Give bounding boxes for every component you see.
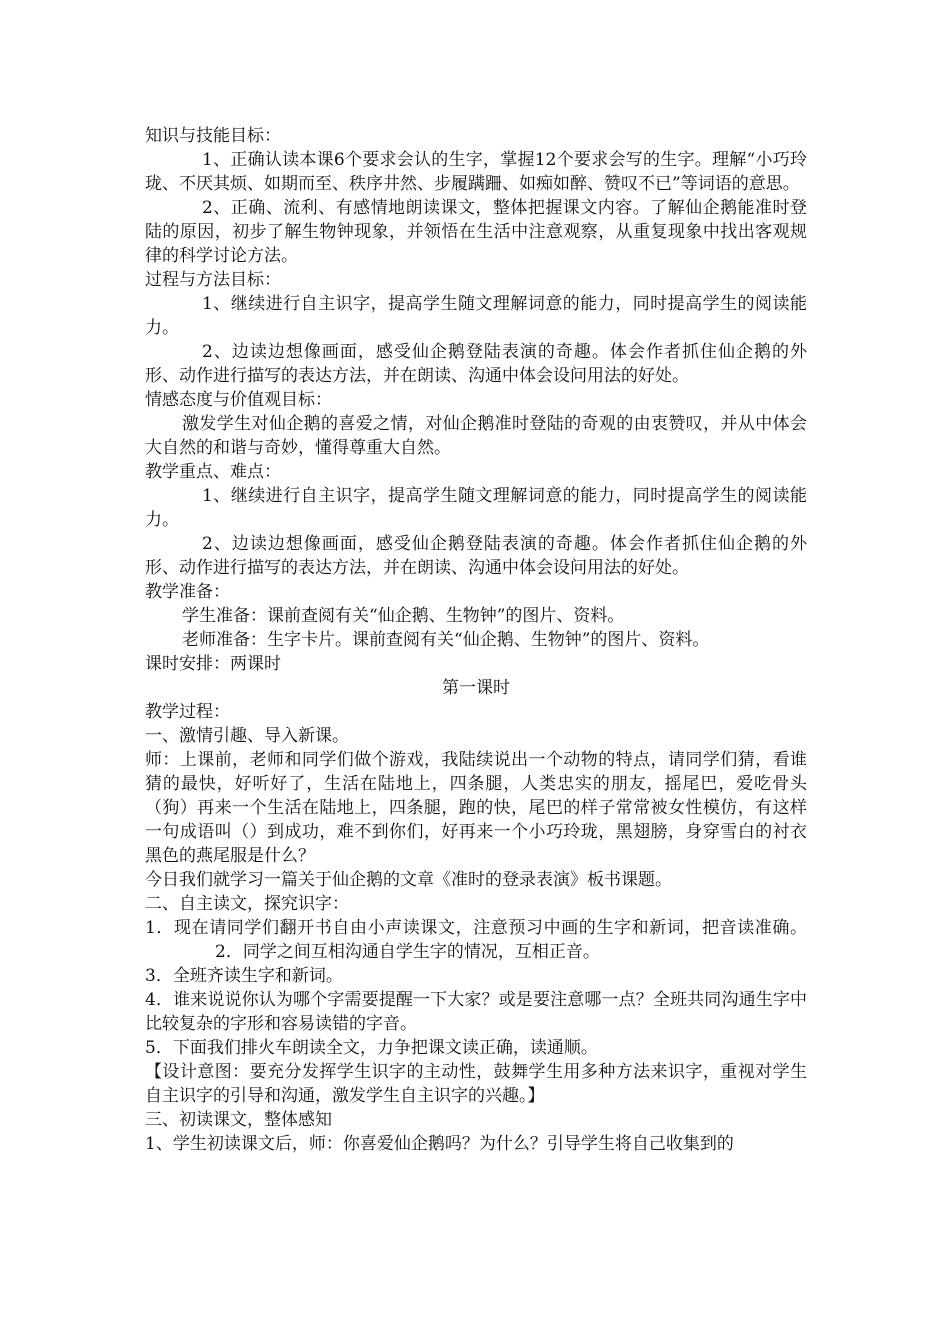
- section-1-text-2: 今日我们就学习一篇关于仙企鹅的文章《准时的登录表演》板书课题。: [145, 870, 672, 890]
- section-2-heading: 二、自主读文，探究识字：: [145, 894, 349, 914]
- emotion-item-1: 激发学生对仙企鹅的喜爱之情，对仙企鹅准时登陆的奇观的由衷赞叹，并从中体会大自然的和谐与奇妙，懂得尊重大自然。: [145, 414, 807, 458]
- prep-heading: 教学准备：: [145, 582, 230, 602]
- design-note: 【设计意图：要充分发挥学生识字的主动性，鼓舞学生用多种方法来识字，重视对学生自主识字的引导和沟通，激发学生自主识字的兴趣。】: [145, 1062, 807, 1106]
- section-2-item-3: 3．全班齐读生字和新词。: [145, 966, 343, 986]
- focus-heading: 教学重点、难点：: [145, 462, 281, 482]
- section-1-heading: 一、激情引趣、导入新课。: [145, 726, 349, 746]
- process-item-2: 2、边读边想像画面，感受仙企鹅登陆表演的奇趣。体会作者抓住仙企鹅的外形、动作进行描写的表达方法，并在朗读、沟通中体会设问用法的好处。: [145, 342, 807, 386]
- focus-item-2: 2、边读边想像画面，感受仙企鹅登陆表演的奇趣。体会作者抓住仙企鹅的外形、动作进行描写的表达方法，并在朗读、沟通中体会设问用法的好处。: [145, 534, 807, 578]
- section-3-item-1: 1、学生初读课文后，师：你喜爱仙企鹅吗？为什么？引导学生将自己收集到的: [145, 1134, 734, 1154]
- emotion-heading: 情感态度与价值观目标：: [145, 390, 332, 410]
- section-2-item-4: 4．谁来说说你认为哪个字需要提醒一下大家？或是要注意哪一点？全班共同沟通生字中比较复杂的字形和容易读错的字音。: [145, 990, 807, 1034]
- process-heading: 过程与方法目标：: [145, 270, 281, 290]
- section-3-heading: 三、初读课文，整体感知: [145, 1110, 332, 1130]
- process-item-1: 1、继续进行自主识字，提高学生随文理解词意的能力，同时提高学生的阅读能力。: [145, 294, 807, 338]
- section-2-item-1-2: [145, 916, 807, 964]
- knowledge-heading: 知识与技能目标：: [145, 126, 281, 146]
- lesson-title: 第一课时: [442, 678, 510, 698]
- schedule: 课时安排：两课时: [145, 654, 281, 674]
- prep-student: 学生准备：课前查阅有关“仙企鹅、生物钟”的图片、资料。: [182, 606, 625, 626]
- knowledge-item-1: 1、正确认读本课6个要求会认的生字，掌握12个要求会写的生字。理解“小巧玲珑、不厌其烦、如期而至、秩序井然、步履蹒跚、如痴如醉、赞叹不已”等词语的意思。: [145, 150, 807, 194]
- focus-item-1: 1、继续进行自主识字，提高学生随文理解词意的能力，同时提高学生的阅读能力。: [145, 486, 807, 530]
- prep-teacher: 老师准备：生字卡片。课前查阅有关“仙企鹅、生物钟”的图片、资料。: [182, 630, 710, 650]
- section-2-item-2: 2．同学之间互相沟通自学生字的情况，互相正音。: [215, 942, 600, 962]
- process-label: 教学过程：: [145, 702, 230, 722]
- knowledge-item-2: 2、正确、流利、有感情地朗读课文，整体把握课文内容。了解仙企鹅能准时登陆的原因，初步了解生物钟现象，并领悟在生活中注意观察，从重复现象中找出客观规律的科学讨论方法。: [145, 198, 807, 266]
- section-1-text: 师：上课前，老师和同学们做个游戏，我陆续说出一个动物的特点，请同学们猜，看谁猜的最快，好听好了，生活在陆地上，四条腿，人类忠实的朋友，摇尾巴，爱吃骨头（狗）再来一个生活在陆地上，四条腿，跑的快，尾巴的样子常常被女性模仿，有这样一句成语叫（）到成功，难不到你们，好再来一个小巧玲珑，黑翅膀，身穿雪白的衬衣黑色的燕尾服是什么？: [145, 750, 807, 866]
- section-2-item-1: 1．现在请同学们翻开书自由小声读课文，注意预习中画的生字和新词，把音读准确。: [145, 918, 807, 938]
- document-page: [145, 124, 807, 1156]
- section-2-item-5: 5．下面我们排火车朗读全文，力争把课文读正确，读通顺。: [145, 1038, 598, 1058]
